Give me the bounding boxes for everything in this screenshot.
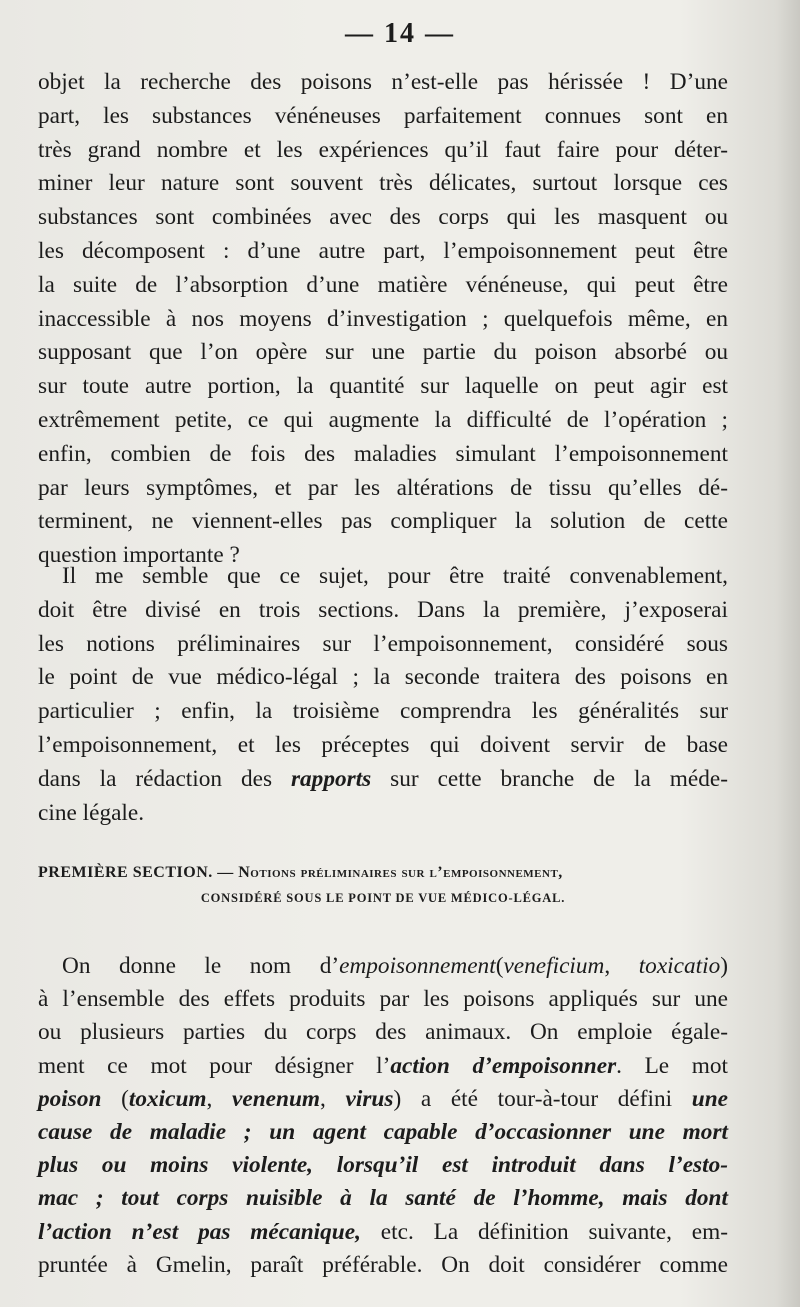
italic-term: une — [691, 1085, 728, 1112]
paragraph-2 — [38, 560, 728, 830]
italic-term: toxicatio — [638, 953, 721, 979]
paragraph-1 — [38, 66, 728, 573]
text-run: etc. La définition suivante, em- — [360, 1218, 728, 1245]
italic-quote: cause de maladie ; un agent capable d’occasionner une mort — [38, 1119, 728, 1146]
text-line: Il me semble que ce sujet, pour être traité convenablement, — [62, 563, 728, 589]
text-line: objet la recherche des poisons n’est-elle pas hérissée ! D’une — [38, 69, 728, 95]
text-run: , — [206, 1085, 233, 1112]
text-run: ) — [720, 953, 728, 979]
text-line — [38, 1116, 728, 1149]
text-line: ou plusieurs parties du corps des animaux. On emploie égale- — [38, 1019, 728, 1046]
italic-quote: plus ou moins violente, lorsqu’il est introduit dans l’esto- — [38, 1152, 728, 1179]
text-line: le point de vue médico-légal ; la seconde traitera des poisons en — [38, 664, 728, 691]
text-line: miner leur nature sont souvent très délicates, surtout lorsque ces — [38, 170, 728, 197]
italic-term: virus — [345, 1085, 394, 1112]
text-line: particulier ; enfin, la troisième comprendra les généralités sur — [38, 698, 728, 725]
text-line: question importante ? — [38, 542, 240, 569]
text-run: ( — [495, 953, 504, 979]
italic-term: poison — [38, 1085, 102, 1112]
text-line: l’empoisonnement, et les préceptes qui doivent servir de base — [38, 731, 728, 758]
text-line — [38, 1216, 728, 1249]
section-heading — [38, 864, 728, 906]
text-line — [38, 1050, 728, 1083]
italic-term: rapports — [290, 765, 372, 792]
text-line: très grand nombre et les expériences qu’il faut faire pour déter- — [38, 136, 728, 163]
italic-term: venenum — [232, 1085, 321, 1112]
text-line — [38, 1083, 728, 1116]
text-line: les notions préliminaires sur l’empoisonnement, considéré sous — [38, 630, 728, 657]
text-line: enfin, combien de fois des maladies simulant l’empoisonnement — [38, 440, 728, 467]
text-line: substances sont combinées avec des corps qui les masquent ou — [38, 204, 728, 231]
text-run: ment ce mot pour désigner l’ — [38, 1052, 391, 1079]
section-dash: — — [212, 864, 239, 881]
text-line: supposant que l’on opère sur une partie du poison absorbé ou — [38, 339, 728, 366]
text-line: sur toute autre portion, la quantité sur laquelle on peut agir est — [38, 373, 728, 400]
text-run: ) a été tour-à-tour défini — [393, 1085, 692, 1112]
page-number: — 14 — — [345, 18, 455, 49]
text-run: , — [604, 953, 639, 979]
italic-term: action d’empoisonner — [390, 1052, 617, 1079]
text-line: les décomposent : d’une autre part, l’empoisonnement peut être — [38, 237, 728, 264]
section-subtitle-row-2: CONSIDÉRÉ SOUS LE POINT DE VUE MÉDICO-LÉGAL. — [200, 891, 566, 905]
section-subtitle: Notions préliminaires sur l’empoisonnement, — [238, 864, 563, 881]
paragraph-3 — [38, 950, 728, 1282]
text-line: par leurs symptômes, et par les altérations de tissu qu’elles dé- — [38, 474, 728, 501]
italic-term: toxicum — [128, 1085, 207, 1112]
text-run: ( — [101, 1085, 129, 1112]
text-line — [38, 763, 728, 797]
text-run: sur cette branche de la méde- — [371, 765, 728, 792]
text-line — [38, 1182, 728, 1215]
italic-quote: mac ; tout corps nuisible à la santé de l’homme, mais dont — [38, 1185, 728, 1212]
text-line — [38, 1149, 728, 1182]
text-run: dans la rédaction des — [38, 765, 291, 792]
text-line: pruntée à Gmelin, paraît préférable. On doit considérer comme — [38, 1251, 728, 1278]
italic-quote: l’action n’est pas mécanique, — [38, 1218, 361, 1245]
section-title: PREMIÈRE SECTION. — [38, 864, 213, 881]
text-run: , — [320, 1085, 346, 1112]
text-line: à l’ensemble des effets produits par les poisons appliqués sur une — [38, 986, 728, 1013]
text-line: doit être divisé en trois sections. Dans la première, j’exposerai — [38, 596, 728, 623]
text-line: part, les substances vénéneuses parfaitement connues sont en — [38, 102, 728, 129]
text-run: . Le mot — [616, 1052, 728, 1079]
italic-term: veneficium — [503, 953, 605, 979]
italic-term: empoisonnement — [339, 953, 496, 979]
text-line — [38, 950, 728, 983]
text-line: inaccessible à nos moyens d’investigation ; quelquefois même, en — [38, 305, 728, 332]
section-heading-row-1 — [38, 864, 728, 882]
text-line: cine légale. — [38, 799, 145, 826]
text-line: terminent, ne viennent-elles pas compliquer la solution de cette — [38, 508, 728, 535]
text-line: la suite de l’absorption d’une matière vénéneuse, qui peut être — [38, 271, 728, 298]
text-run: On donne le nom d’ — [62, 953, 340, 979]
text-line: extrêmement petite, ce qui augmente la difficulté de l’opération ; — [38, 406, 728, 433]
